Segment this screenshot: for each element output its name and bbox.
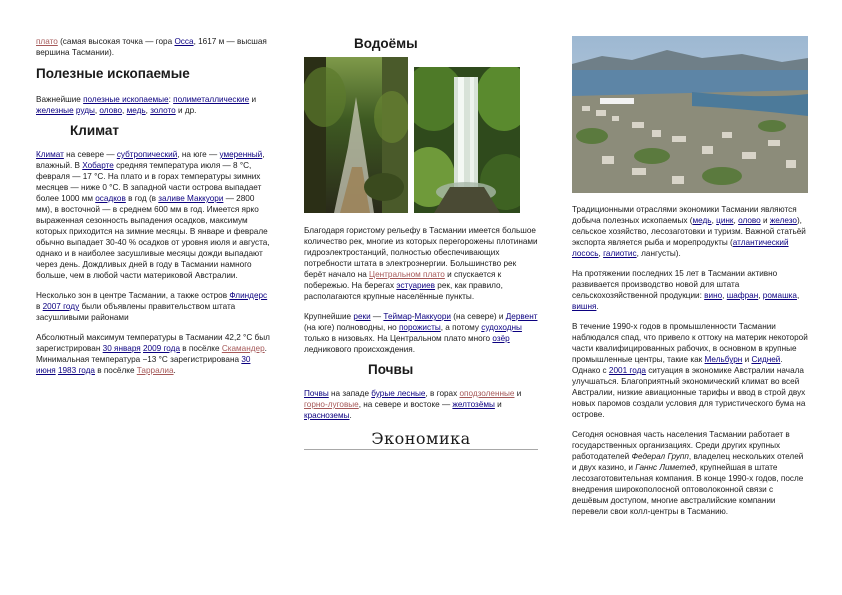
inline-link[interactable]: 2007 году	[42, 302, 80, 311]
text-run: ,	[733, 216, 739, 225]
relief-paragraph-end	[36, 36, 272, 58]
inline-link[interactable]: Тарралиа	[136, 366, 174, 375]
minerals-heading: Полезные ископаемые	[36, 66, 190, 81]
inline-link[interactable]: Сидней	[751, 355, 781, 364]
text-run: , в горах	[425, 389, 460, 398]
rainforest-stream-photo	[304, 57, 408, 213]
text-run: рек, как правило, располагаются крупные населённые пункты.	[304, 281, 503, 301]
text-run: (на севере) и	[450, 312, 506, 321]
inline-link[interactable]: медь	[126, 106, 146, 115]
text-run: , крупнейшая в штате лесозаготовительная компания. В конце 1990-х годов, после внедрения широкополосной оптоволоконной связи с дешёвым доступом, многие австралийские компании перевели свои колл-центры в Тасманию.	[572, 463, 804, 516]
emphasis-text: Федерал Групп	[631, 452, 689, 461]
text-run: были объявлены правительством штата засушливыми районами	[36, 302, 236, 322]
inline-link[interactable]: 30 июня	[36, 355, 251, 375]
text-run: и	[760, 216, 770, 225]
text-run: ), сельское хозяйство, лесозаготовки и туризм. Важной статьёй экспорта является рыба и морепродукты (	[572, 216, 806, 247]
text-run: и	[514, 389, 522, 398]
text-run: , а потому	[440, 323, 482, 332]
inline-link[interactable]: Маккуори	[414, 312, 451, 321]
water-paragraph-2	[304, 311, 538, 355]
text-run: .	[596, 302, 599, 311]
economy-heading: Экономика	[371, 429, 471, 448]
inline-link[interactable]: Осса	[174, 37, 194, 46]
text-run: ,	[598, 249, 604, 258]
text-run: только в низовьях. На Центральном плато много	[304, 334, 493, 343]
water-paragraph-1	[304, 225, 538, 302]
inline-link[interactable]: умеренный	[219, 150, 263, 159]
minerals-paragraph	[36, 94, 268, 116]
inline-link[interactable]: Почвы	[304, 389, 329, 398]
inline-link[interactable]: Мельбурн	[704, 355, 743, 364]
economy-paragraph-1	[572, 204, 808, 259]
text-run: —	[370, 312, 384, 321]
emphasis-text: Ганнс Лиметед	[635, 463, 696, 472]
text-run: . Однако с	[572, 355, 783, 375]
inline-link[interactable]: полезные ископаемые	[83, 95, 169, 104]
inline-link[interactable]: олово	[738, 216, 761, 225]
inline-link[interactable]: полиметаллические	[173, 95, 250, 104]
inline-link[interactable]: осадков	[95, 194, 126, 203]
text-run: ,	[145, 106, 151, 115]
text-run: в посёлке	[180, 344, 222, 353]
waterfall-photo	[414, 67, 520, 213]
text-run: .	[349, 411, 352, 420]
inline-link[interactable]: атлантический лосось	[572, 238, 789, 258]
text-run: Традиционными отраслями экономики Тасмании являются добыча полезных ископаемых (	[572, 205, 797, 225]
soils-paragraph	[304, 388, 538, 421]
inline-link[interactable]: Скамандер	[221, 344, 265, 353]
inline-link[interactable]: оподзоленные	[459, 389, 515, 398]
hobart-aerial-photo	[572, 36, 808, 193]
inline-link[interactable]: Климат	[36, 150, 64, 159]
text-run: ,	[122, 106, 127, 115]
column-left	[36, 0, 272, 385]
text-run: в посёлке	[94, 366, 137, 375]
inline-link[interactable]: медь	[692, 216, 712, 225]
text-run: . Минимальная температура −13 °C зарегистрирована	[36, 344, 267, 364]
text-run: ,	[711, 216, 717, 225]
inline-link[interactable]: субтропический	[116, 150, 178, 159]
text-run: :	[168, 95, 174, 104]
column-middle-text	[304, 225, 538, 450]
text-run: на севере —	[63, 150, 117, 159]
text-run: в год (в	[125, 194, 159, 203]
inline-link[interactable]: Флиндерс	[229, 291, 268, 300]
climate-paragraph-2	[36, 290, 272, 323]
inline-link[interactable]: заливе Маккуори	[158, 194, 224, 203]
inline-link[interactable]: желтозёмы	[452, 400, 495, 409]
inline-link[interactable]: 2001 года	[608, 366, 646, 375]
text-run: , на севере и востоке —	[358, 400, 453, 409]
text-run: -	[411, 312, 415, 321]
text-run: , на юге —	[177, 150, 220, 159]
text-run: ледникового происхождения.	[304, 345, 415, 354]
inline-link[interactable]: порожисты	[398, 323, 441, 332]
inline-link[interactable]: 30 января	[102, 344, 141, 353]
inline-link[interactable]: Центральном плато	[369, 270, 445, 279]
inline-link[interactable]: вино	[704, 291, 723, 300]
text-run: Благодаря гористому рельефу в Тасмании имеется большое количество рек, многие из которых перегорожены плотинами гидроэлектростанций, полностью обеспечивающих потребности штата в электроэнергии. Большинство рек берёт начало на	[304, 226, 538, 279]
text-run: Абсолютный максимум температуры в Тасмании 42,2 °C был зарегистрирован	[36, 333, 270, 353]
inline-link[interactable]: 2009 года	[143, 344, 180, 353]
text-run: (на юге) полноводны, но	[304, 323, 399, 332]
text-run: ситуация в экономике Австралии начала улучшаться. Благоприятный экономический климат во всей Австралии, низкие авиационные тарифы и ввод в строй двух новых паромов создали условия для туристического бума на острове.	[572, 366, 806, 419]
text-run: и	[742, 355, 752, 364]
inline-link[interactable]: 1983 года	[57, 366, 95, 375]
inline-link[interactable]: шафран	[726, 291, 759, 300]
inline-link[interactable]: озёр	[492, 334, 510, 343]
text-run: , лангусты).	[636, 249, 681, 258]
text-run: Сегодня основная часть населения Тасмании работает в государственных организациях. Среди других крупных работодателей	[572, 430, 790, 461]
text-run: Несколько зон в центре Тасмании, а также остров	[36, 291, 230, 300]
text-run: на западе	[328, 389, 372, 398]
inline-link[interactable]: галиотис	[603, 249, 637, 258]
inline-link[interactable]: Хобарте	[82, 161, 114, 170]
text-run: и	[249, 95, 257, 104]
text-run: и	[494, 400, 502, 409]
inline-link[interactable]: вишня	[572, 302, 597, 311]
inline-link[interactable]: руды	[75, 106, 95, 115]
inline-link[interactable]: эстуариев	[396, 281, 436, 290]
text-run: , владелец нескольких отелей и двух казино, и	[572, 452, 804, 472]
column-right-text	[572, 204, 808, 526]
economy-paragraph-4	[572, 429, 808, 517]
inline-link[interactable]: железо	[769, 216, 797, 225]
soils-heading: Почвы	[368, 362, 414, 377]
climate-paragraph-1	[36, 149, 272, 281]
inline-link[interactable]: красноземы	[304, 411, 350, 420]
inline-link[interactable]: судоходны	[481, 323, 522, 332]
economy-paragraph-2	[572, 268, 808, 312]
text-run: В течение 1990-х годов в промышленности Тасмании наблюдался спад, что привело к оттоку на материк некоторой части квалифицированных рабочих, в основном в крупные промышленные центры, такие как	[572, 322, 808, 364]
text-run: в	[36, 302, 43, 311]
inline-link[interactable]: золото	[150, 106, 176, 115]
text-run: и др.	[175, 106, 197, 115]
inline-link[interactable]: цинк	[716, 216, 734, 225]
text-run: Важнейшие	[36, 95, 84, 104]
text-run: , влажный. В	[36, 150, 265, 170]
text-run: и спускается к побережью. На берегах	[304, 270, 502, 290]
inline-link[interactable]: горно-луговые	[304, 400, 359, 409]
inline-link[interactable]: Дервент	[505, 312, 538, 321]
text-run: — 2800 мм), в восточной — в среднем 600 мм в год. Имеется ярко выраженная сезонность выпадения осадков, максимум которых приходится на зимние месяцы. В январе и феврале обычно выпадает 30-40 % осадков от уровня июля и августа, однако и в наиболее засушливые месяцы дожди выпадают через день. Дождливых дней в году в Тасмании намного больше, чем в любой части материковой Австралии.	[36, 194, 270, 280]
text-run: На протяжении последних 15 лет в Тасмании активно развивается производство новой для штата сельскохозяйственной продукции:	[572, 269, 778, 300]
inline-link[interactable]: железные	[36, 106, 74, 115]
text-run: средняя температура июля — 8 °С, февраля — 17 °С. На плато и в горах температуры зимних месяцев — ниже 0 °С. В западной части острова выпадает более 1000 мм	[36, 161, 262, 203]
text-run: ,	[722, 291, 727, 300]
text-run: ,	[758, 291, 763, 300]
text-run: (самая высокая точка — гора	[57, 37, 175, 46]
text-run: Крупнейшие	[304, 312, 354, 321]
inline-link[interactable]: ромашка	[762, 291, 797, 300]
inline-link[interactable]: Теймар	[383, 312, 412, 321]
inline-link[interactable]: плато	[36, 37, 58, 46]
water-heading: Водоёмы	[354, 36, 418, 51]
inline-link[interactable]: бурые лесные	[371, 389, 426, 398]
economy-paragraph-3	[572, 321, 808, 420]
inline-link[interactable]: реки	[353, 312, 371, 321]
text-run: ,	[796, 291, 800, 300]
climate-paragraph-3	[36, 332, 272, 376]
inline-link[interactable]: олово	[99, 106, 123, 115]
text-run: .	[173, 366, 176, 375]
text-run: ,	[94, 106, 100, 115]
text-run: , 1617 м — высшая вершина Тасмании).	[36, 37, 267, 57]
climate-heading: Климат	[70, 123, 120, 138]
economy-heading-wrap	[304, 429, 538, 450]
